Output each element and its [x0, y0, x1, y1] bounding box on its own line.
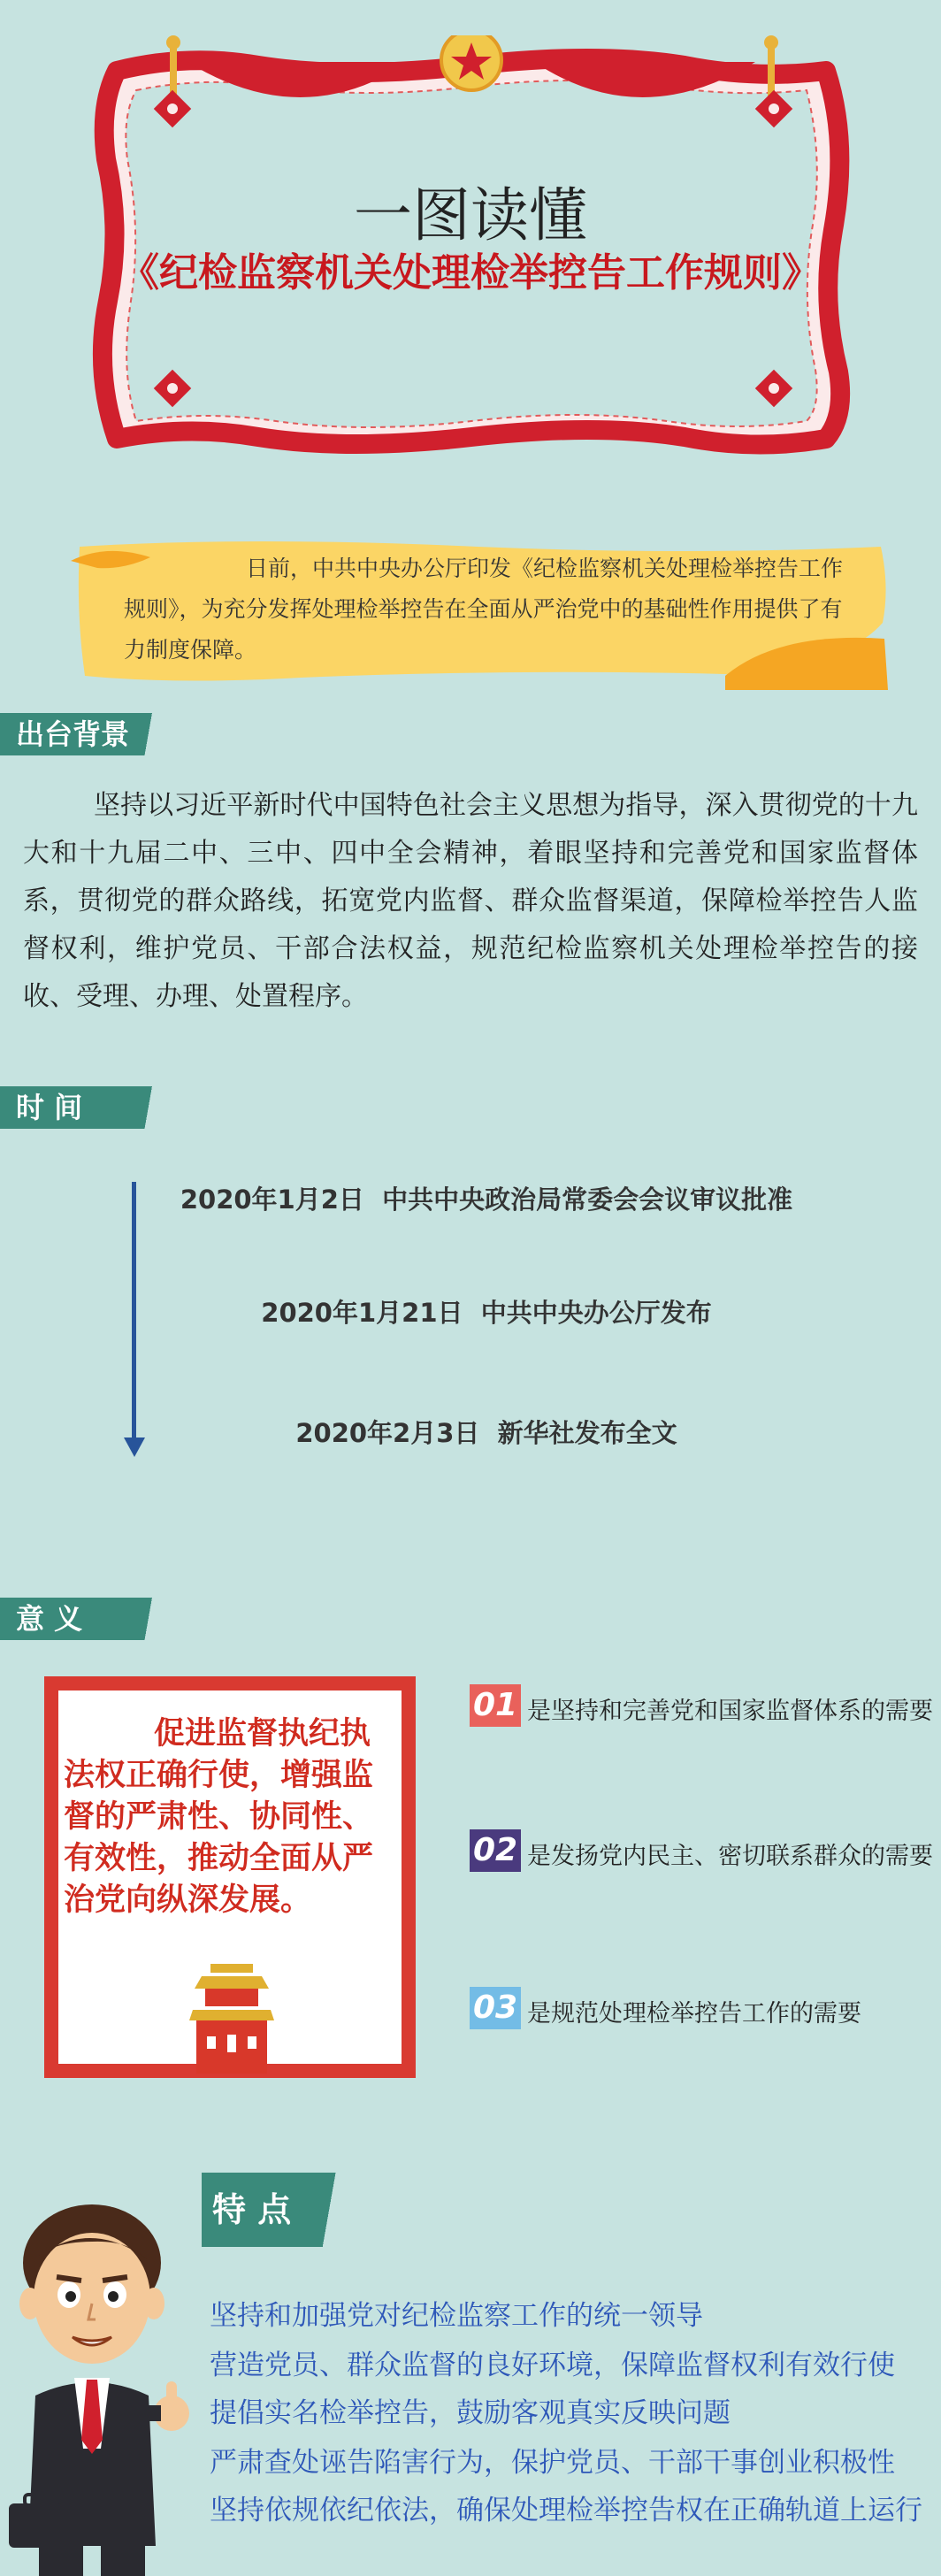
- meaning-card-text: 促进监督执纪执法权正确行使，增强监督的严肃性、协同性、有效性，推动全面从严治党向纵深发展。: [64, 1715, 374, 1918]
- page-title: 一图读懂: [354, 181, 587, 249]
- feature-item: 坚持和加强党对纪检监察工作的统一领导: [210, 2300, 703, 2332]
- background-text: 坚持以习近平新时代中国特色社会主义思想为指导，深入贯彻党的十九大和十九届二中、三中、四中全会精神，着眼坚持和完善党和国家监督体系，贯彻党的群众路线，拓宽党内监督、群众监督渠道，保障检举控告人监督权利，维护党员、干部合法权益，规范纪检监察机关处理检举控告的接收、受理、办理、处置程序。: [23, 790, 918, 1012]
- section-tag-time: 时 间: [0, 1086, 187, 1129]
- section-tag-background: 出台背景: [0, 713, 187, 755]
- feature-item: 严肃查处诬告陷害行为，保护党员、干部干事创业积极性: [210, 2447, 895, 2479]
- meaning-item-label: 是坚持和完善党和国家监督体系的需要: [527, 1698, 933, 1725]
- intro-text: 日前，中共中央办公厅印发《纪检监察机关处理检举控告工作规则》，为充分发挥处理检举控告在全面从严治党中的基础性作用提供了有力制度保障。: [124, 556, 844, 663]
- feature-item: 坚持依规依纪依法，确保处理检举控告权在正确轨道上运行: [210, 2495, 922, 2526]
- meaning-item-label: 是规范处理检举控告工作的需要: [527, 2000, 861, 2028]
- page-subtitle: 《纪检监察机关处理检举控告工作规则》: [120, 250, 821, 295]
- meaning-item-label: 是发扬党内民主、密切联系群众的需要: [527, 1843, 933, 1870]
- meaning-number-badge: 03: [470, 1987, 521, 2029]
- timeline-item: 2020年2月3日 新华社发布全文: [295, 1418, 677, 1448]
- timeline-item: 2020年1月2日 中共中央政治局常委会会议审议批准: [180, 1184, 793, 1215]
- feature-item: 营造党员、群众监督的良好环境，保障监督权利有效行使: [210, 2350, 895, 2381]
- section-tag-meaning: 意 义: [0, 1598, 187, 1640]
- meaning-number-badge: 01: [470, 1684, 521, 1727]
- gate-tower-icon: [189, 1964, 274, 2074]
- cartoon-official-illustration: [4, 2192, 207, 2576]
- meaning-number-badge: 02: [470, 1829, 521, 1872]
- section-tag-features: 特 点: [202, 2173, 352, 2247]
- feature-item: 提倡实名检举控告，鼓励客观真实反映问题: [210, 2397, 731, 2429]
- timeline-item: 2020年1月21日 中共中央办公厅发布: [261, 1298, 712, 1328]
